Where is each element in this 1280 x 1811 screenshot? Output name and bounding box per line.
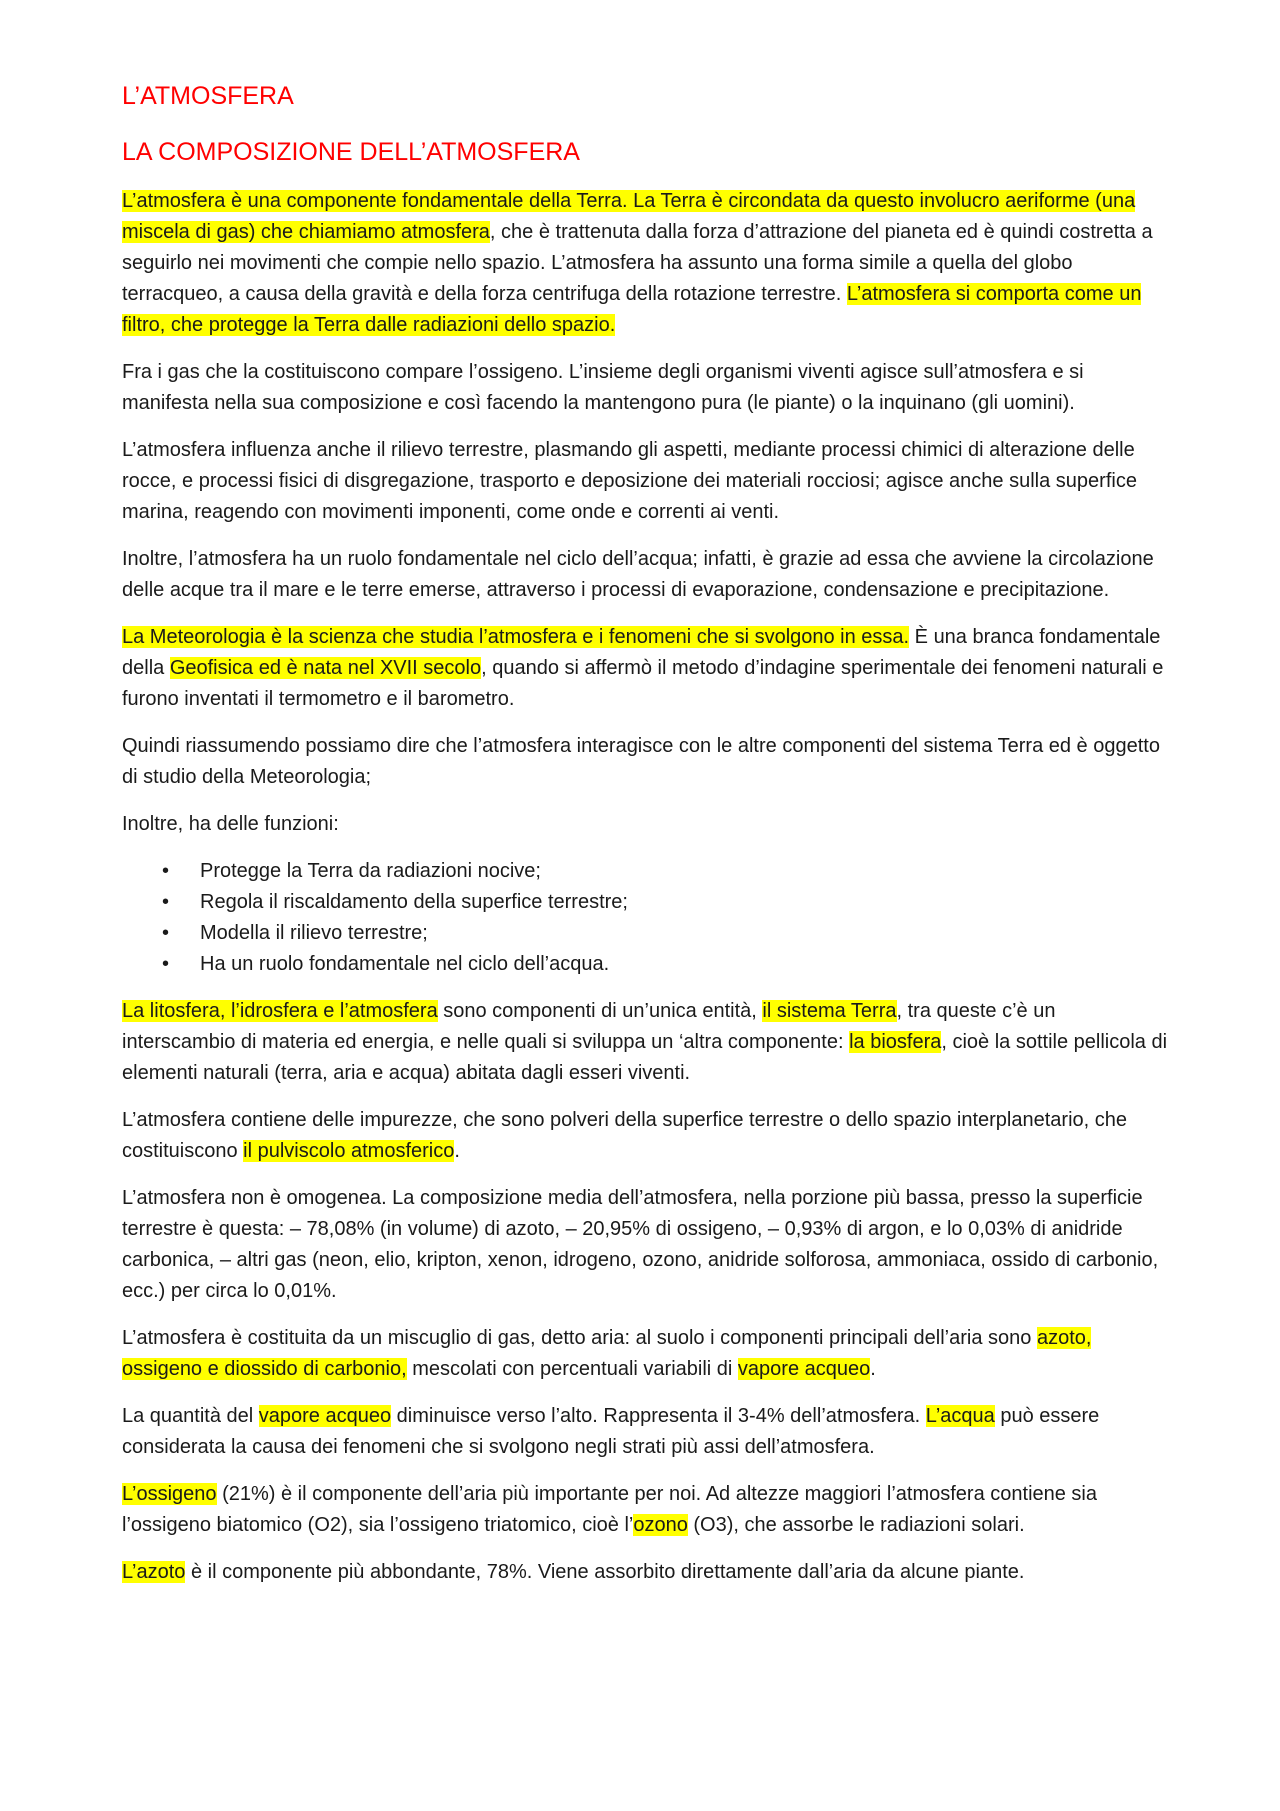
text-run: .	[870, 1358, 876, 1380]
text-run: .	[454, 1140, 460, 1162]
text-run: È una branca fondamentale della	[122, 626, 1161, 679]
highlight: il sistema Terra	[762, 1000, 897, 1022]
list-item: • Protegge la Terra da radiazioni nocive;	[122, 856, 1172, 887]
paragraph-oxygen-life: Fra i gas che la costituiscono compare l’ossigeno. L’insieme degli organismi viventi agisce sull’atmosfera e si manifesta nella sua composizione e così facendo la mantengono pura (le piante) o la inquinano (gli uomini).	[122, 361, 1084, 414]
text-run: può essere considerata la causa dei fenomeni che si svolgono negli strati più assi dell’atmosfera.	[122, 1405, 1100, 1458]
paragraph-air	[122, 1323, 1172, 1385]
paragraph-impurities	[122, 1105, 1172, 1167]
text-run: La quantità del	[122, 1405, 259, 1427]
highlight: L’azoto	[122, 1561, 186, 1583]
text-run: , che è trattenuta dalla forza d’attrazione del pianeta ed è quindi costretta a seguirlo nei movimenti che compie nello spazio. L’atmosfera ha assunto una forma simile a quella del globo terracqueo, a causa della gravità e della forza centrifuga della rotazione terrestre.	[122, 221, 1153, 305]
text-run: L’atmosfera è costituita da un miscuglio di gas, detto aria: al suolo i componenti principali dell’aria sono	[122, 1327, 1037, 1349]
text-run: è il componente più abbondante, 78%. Viene assorbito direttamente dall’aria da alcune piante.	[185, 1561, 1025, 1583]
highlight: L’atmosfera è una componente fondamentale della Terra. La Terra è circondata da questo involucro aeriforme (una miscela di gas) che chiamiamo atmosfera	[122, 190, 1136, 243]
highlight: La Meteorologia è la scienza che studia l’atmosfera e i fenomeni che si svolgono in essa.	[122, 626, 910, 648]
highlight: ozono	[633, 1514, 688, 1536]
text-run: mescolati con percentuali variabili di	[406, 1358, 738, 1380]
bullet-icon: •	[162, 922, 170, 944]
text-run: sono componenti di un’unica entità,	[437, 1000, 763, 1022]
text-run: (21%) è il componente dell’aria più importante per noi. Ad altezze maggiori l’atmosfera contiene sia l’ossigeno biatomico (O2), sia l’ossigeno triatomico, cioè l’	[122, 1483, 1097, 1536]
paragraph-water-vapor	[122, 1401, 1172, 1463]
highlight: azoto, ossigeno e diossido di carbonio,	[122, 1327, 1092, 1380]
highlight: L’acqua	[925, 1405, 995, 1427]
paragraph-composition: L’atmosfera non è omogenea. La composizione media dell’atmosfera, nella porzione più bassa, presso la superficie terrestre è questa: – 78,08% (in volume) di azoto, – 20,95% di ossigeno, – 0,93% di argon, e lo 0,03% di anidride carbonica, – altri gas (neon, elio, kripton, xenon, idrogeno, ozono, anidride solforosa, ammoniaca, ossido di carbonio, ecc.) per circa lo 0,01%.	[122, 1187, 1159, 1302]
bullet-icon: •	[162, 953, 170, 975]
highlight: La litosfera, l’idrosfera e l’atmosfera	[122, 1000, 438, 1022]
functions-list	[122, 856, 1172, 980]
text-run: L’atmosfera contiene delle impurezze, che sono polveri della superfice terrestre o dello spazio interplanetario, che costituiscono	[122, 1109, 1128, 1162]
list-item: • Modella il rilievo terrestre;	[122, 918, 1172, 949]
paragraph-earth-system	[122, 996, 1172, 1089]
paragraph-intro	[122, 186, 1172, 341]
document-title: L’ATMOSFERA	[122, 82, 294, 110]
highlight: L’atmosfera si comporta come un filtro, che protegge la Terra dalle radiazioni dello spazio.	[122, 283, 1142, 336]
list-item: • Regola il riscaldamento della superfice terrestre;	[122, 887, 1172, 918]
bullet-icon: •	[162, 860, 170, 882]
text-run: diminuisce verso l’alto. Rappresenta il 3-4% dell’atmosfera.	[391, 1405, 926, 1427]
list-item: • Ha un ruolo fondamentale nel ciclo dell’acqua.	[122, 949, 1172, 980]
paragraph-nitrogen	[122, 1557, 1172, 1588]
paragraph-water-cycle: Inoltre, l’atmosfera ha un ruolo fondamentale nel ciclo dell’acqua; infatti, è grazie ad essa che avviene la circolazione delle acque tra il mare e le terre emerse, attraverso i processi di evaporazione, condensazione e precipitazione.	[122, 548, 1154, 601]
highlight: il pulviscolo atmosferico	[243, 1140, 455, 1162]
highlight: la biosfera	[849, 1031, 942, 1053]
document-body	[122, 74, 1172, 1604]
text-run: (O3), che assorbe le radiazioni solari.	[687, 1514, 1025, 1536]
paragraph-meteorology	[122, 622, 1172, 715]
text-run: , tra queste c’è un interscambio di materia ed energia, e nelle quali si sviluppa un ‘altra componente:	[122, 1000, 1056, 1053]
paragraph-relief: L’atmosfera influenza anche il rilievo terrestre, plasmando gli aspetti, mediante processi chimici di alterazione delle rocce, e processi fisici di disgregazione, trasporto e deposizione dei materiali rocciosi; agisce anche sulla superfice marina, reagendo con movimenti imponenti, come onde e correnti ai venti.	[122, 439, 1137, 523]
paragraph-summary: Quindi riassumendo possiamo dire che l’atmosfera interagisce con le altre componenti del sistema Terra ed è oggetto di studio della Meteorologia;	[122, 735, 1160, 788]
paragraph-oxygen	[122, 1479, 1172, 1541]
highlight: vapore acqueo	[258, 1405, 392, 1427]
text-run: , cioè la sottile pellicola di elementi naturali (terra, aria e acqua) abitata dagli esseri viventi.	[122, 1031, 1168, 1084]
text-run: , quando si affermò il metodo d’indagine sperimentale dei fenomeni naturali e furono inventati il termometro e il barometro.	[122, 657, 1164, 710]
paragraph-functions-intro: Inoltre, ha delle funzioni:	[122, 813, 339, 835]
bullet-icon: •	[162, 891, 170, 913]
highlight: vapore acqueo	[737, 1358, 871, 1380]
highlight: L’ossigeno	[122, 1483, 217, 1505]
highlight: Geofisica ed è nata nel XVII secolo	[169, 657, 482, 679]
section-heading: LA COMPOSIZIONE DELL’ATMOSFERA	[122, 138, 580, 166]
